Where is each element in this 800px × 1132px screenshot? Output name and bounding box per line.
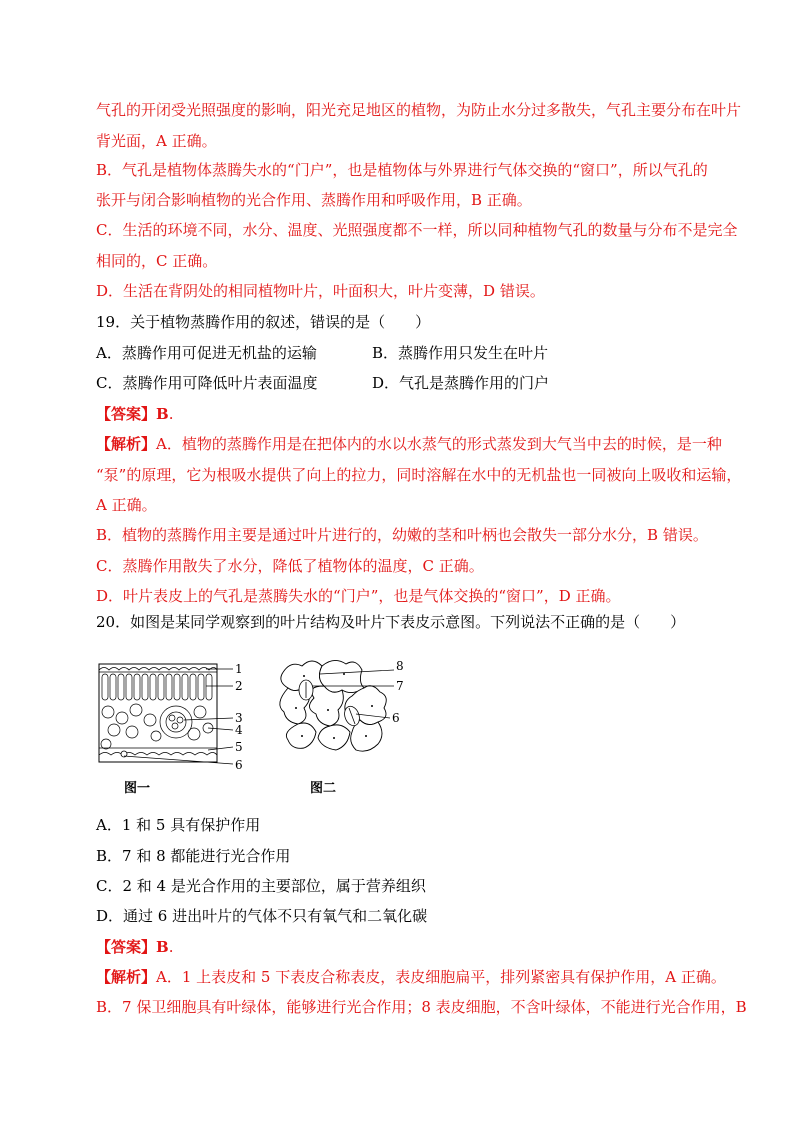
question-20-stem: 20．如图是某同学观察到的叶片结构及叶片下表皮示意图。下列说法不正确的是（ ）: [96, 613, 686, 631]
analysis-line: D．叶片表皮上的气孔是蒸腾失水的“门户”，也是气体交换的“窗口”，D 正确。: [96, 587, 621, 605]
analysis-line: B．7 保卫细胞具有叶绿体，能够进行光合作用；8 表皮细胞，不含叶绿体，不能进行光合作用，B: [96, 998, 747, 1016]
q20-option-d: D．通过 6 进出叶片的气体不只有氧气和二氧化碳: [96, 907, 428, 925]
q20-analysis-a: [96, 967, 726, 987]
fig2-number-7: 7: [396, 679, 404, 693]
analysis-line: A 正确。: [96, 496, 157, 514]
analysis-line: 气孔的开闭受光照强度的影响，阳光充足地区的植物，为防止水分过多散失，气孔主要分布在叶片: [96, 101, 742, 119]
fig1-number-4: 4: [235, 723, 243, 737]
analysis-line: B．植物的蒸腾作用主要是通过叶片进行的，幼嫩的茎和叶柄也会散失一部分水分，B 错误。: [96, 526, 708, 544]
q19-analysis-a: [96, 434, 722, 454]
fig2-number-8: 8: [396, 659, 404, 673]
figure-1-label: 图一: [124, 781, 151, 796]
q19-option-b: B．蒸腾作用只发生在叶片: [372, 344, 549, 362]
analysis-tag: 【解析】: [96, 968, 157, 986]
analysis-line: C．蒸腾作用散失了水分，降低了植物体的温度，C 正确。: [96, 557, 484, 575]
question-19-stem: 19．关于植物蒸腾作用的叙述，错误的是（ ）: [96, 313, 431, 331]
fig1-number-6: 6: [235, 758, 243, 772]
figure-2-label: 图二: [310, 781, 337, 796]
analysis-line: 相同的，C 正确。: [96, 252, 218, 270]
q19-option-a: A．蒸腾作用可促进无机盐的运输: [96, 344, 317, 362]
fig2-number-6: 6: [392, 711, 400, 725]
analysis-line: C．生活的环境不同，水分、温度、光照强度都不一样，所以同种植物气孔的数量与分布不是完全: [96, 221, 738, 239]
q20-option-a: A．1 和 5 具有保护作用: [96, 816, 261, 834]
lower-epidermis-diagram: [272, 652, 422, 772]
q19-option-d: D．气孔是蒸腾作用的门户: [372, 374, 550, 392]
analysis-line: “泵”的原理，它为根吸水提供了向上的拉力，同时溶解在水中的无机盐也一同被向上吸收和运输，: [96, 466, 742, 484]
fig1-number-5: 5: [235, 740, 243, 754]
fig1-number-1: 1: [235, 662, 243, 676]
analysis-text: A．1 上表皮和 5 下表皮合称表皮，表皮细胞扁平，排列紧密具有保护作用，A 正确。: [156, 968, 726, 986]
q20-option-b: B．7 和 8 都能进行光合作用: [96, 847, 291, 865]
analysis-line: 背光面，A 正确。: [96, 132, 217, 150]
q20-answer: 【答案】B.: [96, 938, 174, 956]
analysis-line: B．气孔是植物体蒸腾失水的“门户”，也是植物体与外界进行气体交换的“窗口”，所以气孔的: [96, 161, 708, 179]
q20-option-c: C．2 和 4 是光合作用的主要部位，属于营养组织: [96, 877, 426, 895]
fig1-number-2: 2: [235, 679, 243, 693]
answer-value: B: [156, 405, 169, 423]
q19-option-c: C．蒸腾作用可降低叶片表面温度: [96, 374, 318, 392]
answer-tag: 【答案】: [96, 405, 157, 423]
leaf-cross-section-diagram: [96, 660, 256, 775]
analysis-text: A．植物的蒸腾作用是在把体内的水以水蒸气的形式蒸发到大气当中去的时候，是一种: [156, 435, 722, 453]
answer-tag: 【答案】: [96, 938, 157, 956]
analysis-tag: 【解析】: [96, 435, 157, 453]
analysis-line: 张开与闭合影响植物的光合作用、蒸腾作用和呼吸作用，B 正确。: [96, 191, 532, 209]
answer-value: B: [156, 938, 169, 956]
leaf-figure: [96, 650, 426, 800]
analysis-line: D．生活在背阴处的相同植物叶片，叶面积大，叶片变薄，D 错误。: [96, 282, 545, 300]
q19-answer: 【答案】B.: [96, 405, 174, 423]
fig1-number-3: 3: [235, 711, 243, 725]
